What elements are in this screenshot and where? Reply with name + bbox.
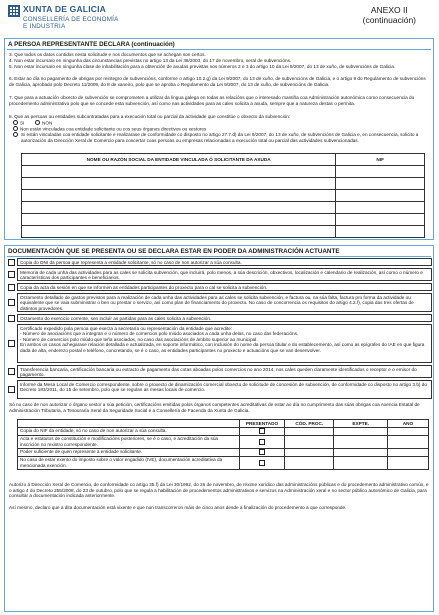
doc-certificate-block: [17, 324, 432, 363]
year-cell[interactable]: [387, 456, 428, 469]
nif-cell[interactable]: [336, 178, 425, 190]
section-divider: [7, 256, 431, 257]
presented-docs-table: [17, 419, 429, 470]
declaration-item: 4. Non estar incursa/o en ningunha das circunstancias previstas no artigo 13 da Lei 38/2003, do 17 de novembro, xeral de subvencións.: [9, 58, 292, 63]
doc-checkbox[interactable]: [8, 259, 15, 266]
table-row: [22, 226, 425, 238]
year-cell[interactable]: [387, 427, 428, 435]
nif-cell[interactable]: [336, 214, 425, 226]
option-linked-label: Si están vinculadas coa entidade solicitante e realizarase de conformidade co disposto no artigo 27.7.d) da Lei 9/2007, do 13 de xuño, de subvencións de Galicia e, en consecuencia, solicito a autorización da Dirección Xeral de Comercio para concertar coas persoas ou empresas relacionadas a execución total ou parcial das actividades subvencionadas.: [21, 132, 419, 143]
doc-item: [8, 380, 432, 399]
nif-cell[interactable]: [336, 190, 425, 202]
doc-text: Memoria de cada unha das actividades para as cales se solicita subvención, que incluirá, polo menos, a súa descrición, obxectivos, localización e calendario de realización, así como o número e características dos participantes e beneficiarios.: [17, 268, 432, 281]
proc-code-cell[interactable]: [285, 427, 334, 435]
annex-title-block: [363, 5, 416, 25]
presented-checkbox[interactable]: [259, 439, 265, 445]
authorization-paragraph: Autorizo á Dirección Xeral de Comercio, de conformidade co artigo 35.f) da Lei 30/1992, do 26 de novembro, de réxime xurídico das administracións públicas e do procedemento administrativo común, e o artigo 4 do Decreto 255/2008, do 23 de outubro, polo que se regula a habilitación de procedementos administrativos e servizos na Administración xeral e no sector público autonómico de Galicia, para consultar a documentación indicada anteriormente.: [9, 482, 429, 499]
entity-name-cell[interactable]: [22, 202, 336, 214]
proc-code-cell[interactable]: [285, 456, 334, 469]
file-cell[interactable]: [334, 448, 387, 456]
radio-not-linked[interactable]: [13, 126, 18, 131]
entity-name-cell[interactable]: [22, 166, 336, 178]
doc-checkbox[interactable]: [8, 284, 15, 291]
section-title: A PERSOA REPRESENTANTE DECLARA (continuación): [8, 41, 175, 48]
doc-item: [8, 283, 432, 291]
option-linked[interactable]: [13, 132, 427, 143]
radio-no-label: NON: [42, 120, 53, 126]
doc-checkbox[interactable]: [8, 299, 15, 306]
declaration-item: 3. Que todos os datos contidos nesta solicitude e nos documentos que se achegan son certos.: [9, 52, 206, 57]
entity-name-cell[interactable]: [22, 178, 336, 190]
doc-item: [8, 365, 432, 378]
declaration-item: 6. Estar ao día no pagamento de obrigas por reintegro de subvencións, conforme o artigo 10.2.g) da Lei 9/2007, do 13 de xuño, de subvencións de Galicia, e o artigo 9 do Regulamento de subvencións de Galicia, aprobado polo Decreto 11/2009, do 8 de xaneiro, polo que se aproba o Regulamento da Lei 9/2007, do 13 de xuño, de subvencións de Galicia.: [9, 76, 426, 87]
doc-checkbox[interactable]: [8, 315, 15, 322]
logo-subtitle-2: E INDUSTRIA: [23, 23, 66, 30]
form-header: [8, 4, 432, 38]
declaration-item: 7. Que para a actuación obxecto de subvención se comprometen a utilizar da lingua galega en todas as relacións que o interesado mantiña coa Administración autonómica como consecuencia do procedemento administrativo polo que se concede esta subvención, así como nas actividades para as cales solicita a axuda, sempre que a natureza destas o permita.: [9, 95, 415, 106]
year-cell[interactable]: [387, 435, 428, 448]
section-title: DOCUMENTACIÓN QUE SE PRESENTA OU SE DECLARA ESTAR EN PODER DA ADMINISTRACIÓN ACTUANTE: [8, 248, 340, 255]
doc-cell: Acta e estatutos de constitución e modificacións posteriores, se é o caso, e acreditación da súa inscrición no rexistro correspondente.: [18, 435, 240, 448]
nif-cell[interactable]: [336, 166, 425, 178]
year-cell[interactable]: [387, 448, 428, 456]
proc-code-cell[interactable]: [285, 448, 334, 456]
table-row: [18, 448, 429, 456]
validity-paragraph: Así mesmo, declaro que a dita documentación está vixente e que non transcorreron máis de cinco anos desde a finalización do procedemento a que corresponde.: [9, 505, 347, 510]
table-row: [18, 456, 429, 469]
doc-text: Orzamento do exercicio corrente, sen incluír as partidas para as cales solicita a subvención.: [17, 314, 432, 322]
presented-checkbox[interactable]: [259, 460, 265, 466]
doc-item: [8, 258, 432, 266]
nif-header: NIF: [336, 154, 425, 166]
doc-checkbox[interactable]: [8, 386, 15, 393]
table-row: [22, 214, 425, 226]
cert-line: En ambos os casos achegarase relación detallada e actualizada, en soporte informático, con inclusión do nome da persoa titular e do establecemento, así como as epígrafes do IAE en que figura dada de alta, enderezo postal e teléfono, concretando, se é o caso, as entidades participantes no proxecto e actuacións que se van desenvolver.: [20, 342, 425, 353]
table-row: [18, 435, 429, 448]
proc-code-cell[interactable]: [285, 435, 334, 448]
doc-cell: No caso de estar exento do imposto sobre o valor engadido (IVE), documentación acreditativa da mencionada exención.: [18, 456, 240, 469]
consent-paragraph: Só no caso de non autorizar o órgano xestor a súa petición, certificacións emitidas polos órganos competentes acreditativas de estar ao día no cumprimento das súas obrigas coa Axencia Estatal de Administración Tributaria, a Tesouraría Xeral da Seguridade Social e a Consellería de Facenda da Xunta de Galicia.: [9, 402, 420, 413]
doc-text: Informe da Mesa Local de Comercio correspondente, sobre o proxecto de dinamización comercial obxecto de solicitude de concesión de subvención, de conformidade co disposto no artigo 3.b) do Decreto 183/2011, do 15 de setembro, polo que se regulan as mesas locais de comercio.: [17, 380, 432, 399]
doc-cell: Copia do NIF da entidade, só no caso de non autorizar a súa consulta.: [18, 427, 240, 435]
radio-yes[interactable]: [13, 120, 18, 125]
doc-item: [8, 268, 432, 281]
file-cell[interactable]: [334, 456, 387, 469]
xunta-logo: [8, 4, 178, 36]
doc-text: Copia da acta da sesión en que se informen as entidades participantes do proxecto para o cal se solicita a subvención.: [17, 283, 432, 291]
nif-cell[interactable]: [336, 226, 425, 238]
logo-title: XUNTA DE GALICIA: [23, 4, 107, 14]
table-row: [22, 178, 425, 190]
option-not-linked-label: Non están vinculadas coa entidade solicitante ou cos seus órganos directivos ou xestores: [20, 126, 207, 132]
doc-text: Copia do DNI da persoa que representa a entidade solicitante, só no caso de non autorizar a súa consulta.: [17, 258, 432, 266]
presented-cell: [239, 456, 284, 469]
entity-name-cell[interactable]: [22, 214, 336, 226]
table-row: [18, 427, 429, 435]
radio-no[interactable]: [35, 120, 40, 125]
section-divider: [7, 49, 431, 50]
table-row: [22, 166, 425, 178]
documentation-section: [4, 245, 434, 612]
nif-cell[interactable]: [336, 202, 425, 214]
linked-entities-table: [21, 153, 425, 238]
radio-yes-label: SI: [20, 120, 25, 126]
declaration-section: [4, 38, 434, 240]
annex-subtitle: (continuación): [362, 15, 416, 25]
file-cell[interactable]: [334, 435, 387, 448]
presented-checkbox[interactable]: [259, 449, 265, 455]
doc-checkbox[interactable]: [8, 340, 15, 347]
doc-text: Orzamento detallado de gastos previstos para a realización de cada unha das actividades para as cales se solicita subvención, e factura ou, na súa falta, factura pro forma da actividade ou equivalente que se vaia subministrar o ben ou prestar o servizo, así como plan de financiamento do proxecto. No caso de concorrencia os requisitos do artigo 4.2.f), copia das tres ofertas de distintos provedores.: [17, 293, 432, 312]
entity-name-cell[interactable]: [22, 226, 336, 238]
doc-item: [8, 314, 432, 322]
table-row: [22, 202, 425, 214]
entity-name-header: NOME OU RAZÓN SOCIAL DA ENTIDADE VINCULADA Ó SOLICITANTE DA AXUDA: [22, 154, 336, 166]
doc-checkbox[interactable]: [8, 368, 15, 375]
cert-line: - Número de asociacións que a integran e o número de comercios polo miúdo asociados a cada unha delas, no caso das federacións.: [20, 331, 299, 336]
presented-cell: [239, 435, 284, 448]
xunta-emblem-icon: [8, 5, 20, 17]
presented-checkbox[interactable]: [259, 428, 265, 434]
declaration-item-8: 8. Que as persoas ou entidades subcontratadas para a execución total ou parcial da actividade que constitúe o obxecto da subvención:: [9, 114, 291, 119]
file-col-header: EXPTE.: [334, 420, 387, 428]
presented-cell: [239, 427, 284, 435]
year-col-header: ANO: [387, 420, 428, 428]
entity-name-cell[interactable]: [22, 190, 336, 202]
declaration-item: 5. Non estar incursa/o en ningunha clase de inhabilitación para a obtención de axudas previstas nos números 2 e 3 do artigo 10 da Lei 9/2007, do 13 de xuño, de subvencións de Galicia.: [9, 64, 396, 69]
presented-cell: [239, 448, 284, 456]
doc-text: Certificado expedido pola persoa que exerza a secretaría ou representación da entidade que acredite:: [20, 325, 233, 331]
cert-line: - Número de comercios polo miúdo que teña asociados, no caso das asociacións de ámbito superior ao municipal.: [20, 336, 258, 342]
doc-checkbox[interactable]: [8, 271, 15, 278]
presented-col-header: PRESENTADO: [239, 420, 284, 428]
doc-item-certificate: [8, 324, 432, 363]
doc-col-header: [18, 420, 240, 428]
doc-text: Transferencia bancaria, certificación bancaria ou extracto de pagamento das cotas aboadas polos comercios no ano 2014, nos cales queden claramente identificados o receptor e o emisor do pagamento.: [17, 365, 432, 378]
annex-title: ANEXO II: [370, 5, 408, 15]
proc-code-col-header: CÓD. PROC.: [285, 420, 334, 428]
file-cell[interactable]: [334, 427, 387, 435]
doc-item: [8, 293, 432, 312]
table-row: [22, 190, 425, 202]
radio-linked[interactable]: [13, 132, 18, 137]
doc-cell: Poder suficiente de quen represente a entidade solicitante.: [18, 448, 240, 456]
logo-subtitle-1: CONSELLERÍA DE ECONOMÍA: [23, 16, 119, 23]
